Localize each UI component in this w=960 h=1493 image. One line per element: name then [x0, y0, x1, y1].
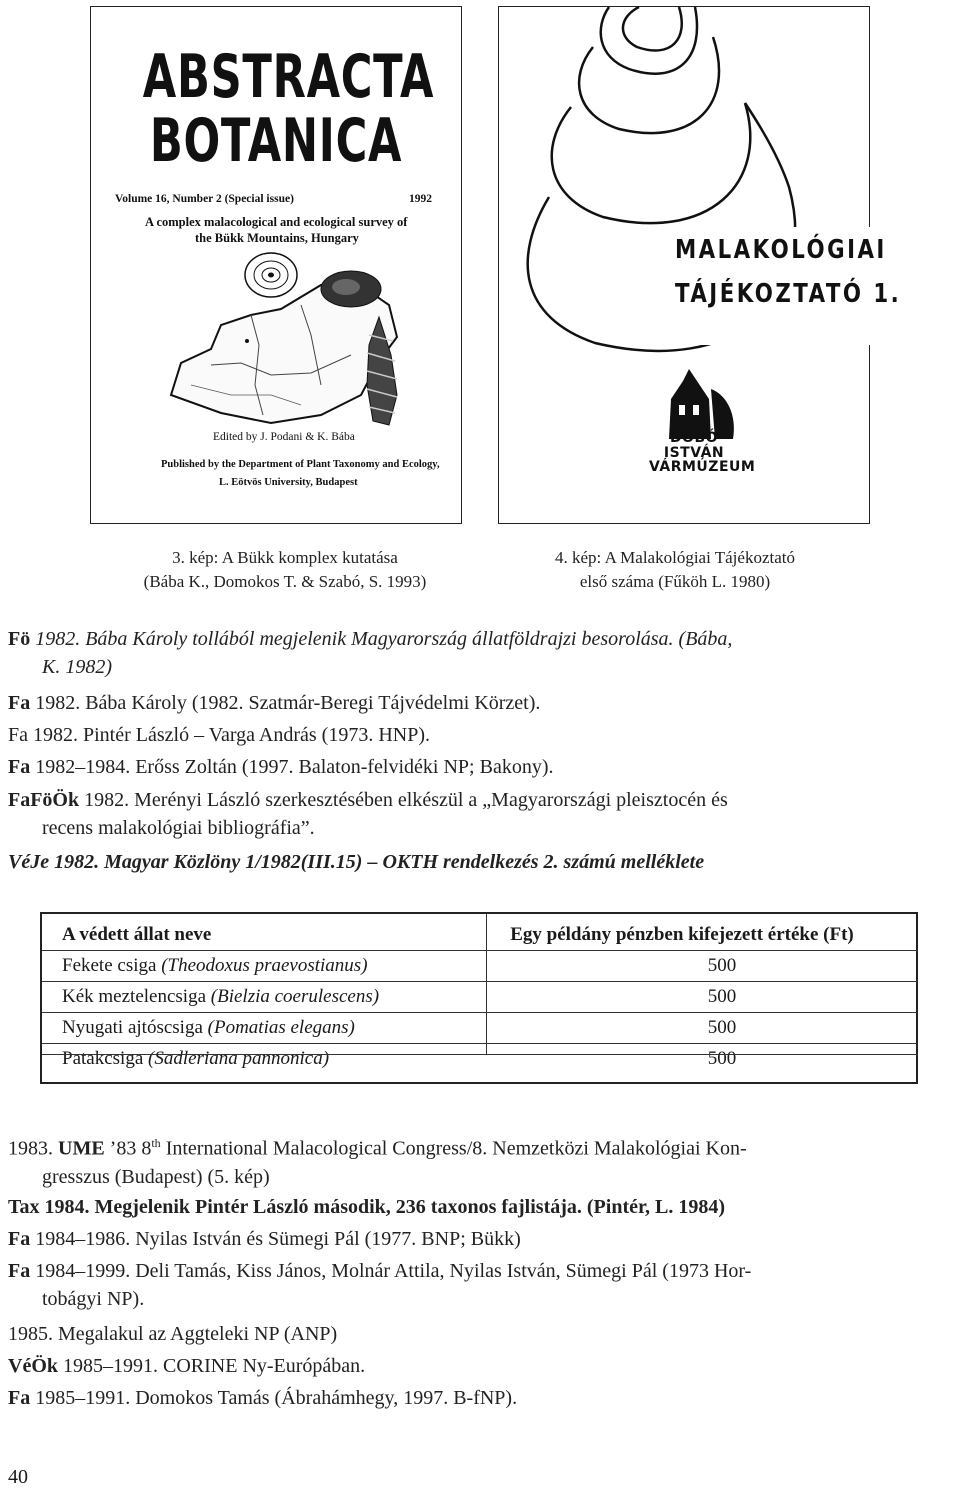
- cover-title-line2: TÁJÉKOZTATÓ 1.: [675, 279, 902, 309]
- entry-text: 1985–1991. Domokos Tamás (Ábrahámhegy, 1997. B-fNP).: [30, 1387, 518, 1409]
- entry-1985-aggtelek: [8, 1320, 954, 1348]
- entry-tag: Fa: [8, 1260, 31, 1282]
- entry-continuation: gresszus (Budapest) (5. kép): [42, 1165, 270, 1188]
- entry-1985-1991-domokos: [8, 1384, 954, 1412]
- table-header-row: [42, 920, 916, 951]
- entry-1982-magyar-kozlony: [8, 848, 954, 876]
- entry-text: 1982–1984. Erőss Zoltán (1997. Balaton-felvidéki NP; Bakony).: [30, 756, 554, 778]
- animal-name: Patakcsiga: [62, 1048, 149, 1069]
- entry-continuation: K. 1982): [42, 656, 112, 678]
- animal-value: 500: [707, 1048, 737, 1069]
- entry-tag: Fö: [8, 628, 31, 650]
- table-header-name: A védett állat neve: [62, 924, 212, 945]
- cover-published-line1: Published by the Department of Plant Taxonomy and Ecology,: [161, 459, 440, 470]
- table-row: [42, 982, 916, 1013]
- page-number: 40: [8, 1466, 28, 1488]
- museum-line1: DOBÓ: [669, 430, 719, 446]
- entry-1982-merenyi: [8, 786, 954, 842]
- entry-tag: Fa: [8, 1387, 31, 1409]
- animal-name: Nyugati ajtóscsiga: [62, 1017, 208, 1038]
- entry-continuation: tobágyi NP).: [42, 1288, 145, 1310]
- entry-1983-ume-congress: [8, 1129, 954, 1191]
- cover-volume: Volume 16, Number 2 (Special issue): [115, 193, 294, 205]
- table-row: [42, 951, 916, 982]
- entry-tag: UME: [58, 1137, 105, 1160]
- entry-superscript: th: [151, 1136, 161, 1150]
- entry-tag: Fa: [8, 692, 31, 714]
- entry-mid: ’83 8: [104, 1137, 152, 1160]
- entry-1982-fauna-classification: [8, 625, 954, 681]
- entry-1984-pinter-species-list: [8, 1193, 954, 1221]
- animal-value: 500: [707, 955, 737, 976]
- museum-logo-text: [649, 430, 756, 476]
- cover-subtitle-line1: A complex malacological and ecological survey of: [145, 215, 408, 229]
- animal-latin-name: (Sadleriana pannonica): [148, 1048, 330, 1069]
- table-bottom-divider: [42, 1054, 918, 1055]
- entry-text: 1985. Megalakul az Aggteleki NP (ANP): [8, 1323, 338, 1345]
- cover-year: 1992: [409, 193, 432, 205]
- hungary-map-with-snails-illustration: [151, 245, 411, 430]
- cover-title-line1: MALAKOLÓGIAI: [675, 235, 887, 265]
- cover-title-line2: BOTANICA: [149, 106, 403, 176]
- entry-tag: FaFöÖk: [8, 789, 80, 811]
- entry-text: 1982. Merényi László szerkesztésében elkészül a „Magyarországi pleisztocén és: [79, 789, 728, 811]
- entry-tag: Fa: [8, 1228, 31, 1250]
- entry-tag: VéJe: [8, 851, 50, 873]
- entry-continuation: recens malakológiai bibliográfia”.: [42, 817, 315, 839]
- animal-name: Fekete csiga: [62, 955, 162, 976]
- entry-tag: VéÖk: [8, 1355, 58, 1377]
- entry-1984-1999-deli: [8, 1257, 954, 1313]
- caption-4-line2: első száma (Fűköh L. 1980): [579, 572, 771, 591]
- entry-tag: Fa: [8, 756, 31, 778]
- museum-tower-logo: [649, 369, 739, 439]
- figure-malakologiai-tajekoztato-cover: [498, 6, 902, 524]
- animal-value: 500: [707, 986, 737, 1007]
- animal-latin-name: (Theodoxus praevostianus): [161, 955, 368, 976]
- entry-1985-1991-corine: [8, 1352, 954, 1380]
- entry-text: 1984–1999. Deli Tamás, Kiss János, Molnár Attila, Nyilas István, Sümegi Pál (1973 Hor-: [30, 1260, 752, 1282]
- cover-edited: Edited by J. Podani & K. Bába: [213, 431, 355, 443]
- caption-figure-3: [90, 546, 480, 594]
- entry-text: 1982. Magyar Közlöny 1/1982(III.15) – OKTH rendelkezés 2. számú melléklete: [49, 851, 705, 873]
- table-row: [42, 1044, 916, 1075]
- entry-text: 1984–1986. Nyilas István és Sümegi Pál (1977. BNP; Bükk): [30, 1228, 521, 1250]
- caption-3-line2: (Bába K., Domokos T. & Szabó, S. 1993): [143, 572, 427, 591]
- cover-published-line2: L. Eötvös University, Budapest: [219, 477, 358, 488]
- entry-year: 1983.: [8, 1137, 58, 1160]
- entry-text: Tax 1984. Megjelenik Pintér László második, 236 taxonos fajlistája. (Pintér, L. 1984): [8, 1196, 726, 1218]
- caption-4-line1: 4. kép: A Malakológiai Tájékoztató: [555, 548, 795, 567]
- entry-1982-1984-eross: [8, 753, 954, 781]
- entry-tag: Fa: [8, 724, 28, 746]
- entry-1984-1986-nyilas-sumegi: [8, 1225, 954, 1253]
- entry-text: 1982. Bába Károly tollából megjelenik Magyarország állatföldrajzi besorolása. (Bába,: [30, 628, 733, 650]
- entry-text: 1985–1991. CORINE Ny-Európában.: [58, 1355, 366, 1377]
- cover-title-line1: ABSTRACTA: [142, 42, 435, 112]
- animal-value: 500: [707, 1017, 737, 1038]
- entry-text: International Malacological Congress/8. Nemzetközi Malakológiai Kon-: [160, 1137, 747, 1160]
- entry-text: 1982. Bába Károly (1982. Szatmár-Beregi Tájvédelmi Körzet).: [30, 692, 541, 714]
- protected-snails-value-table: [40, 912, 918, 1084]
- animal-latin-name: (Bielzia coerulescens): [210, 986, 380, 1007]
- animal-latin-name: (Pomatias elegans): [207, 1017, 355, 1038]
- caption-figure-4: [480, 546, 870, 594]
- table-row: [42, 1013, 916, 1044]
- cover-subtitle-line2: the Bükk Mountains, Hungary: [195, 231, 359, 245]
- entry-1982-baba: [8, 689, 954, 717]
- museum-line2: ISTVÁN: [663, 444, 725, 461]
- figure-abstracta-botanica-cover: [90, 6, 462, 524]
- animal-name: Kék meztelencsiga: [62, 986, 211, 1007]
- entry-1982-pinter-varga: [8, 721, 954, 749]
- table-header-value: Egy példány pénzben kifejezett értéke (Ft): [510, 924, 854, 945]
- entry-text: 1982. Pintér László – Varga András (1973. HNP).: [28, 724, 430, 746]
- caption-3-line1: 3. kép: A Bükk komplex kutatása: [172, 548, 398, 567]
- museum-line3: VÁRMÚZEUM: [649, 459, 756, 476]
